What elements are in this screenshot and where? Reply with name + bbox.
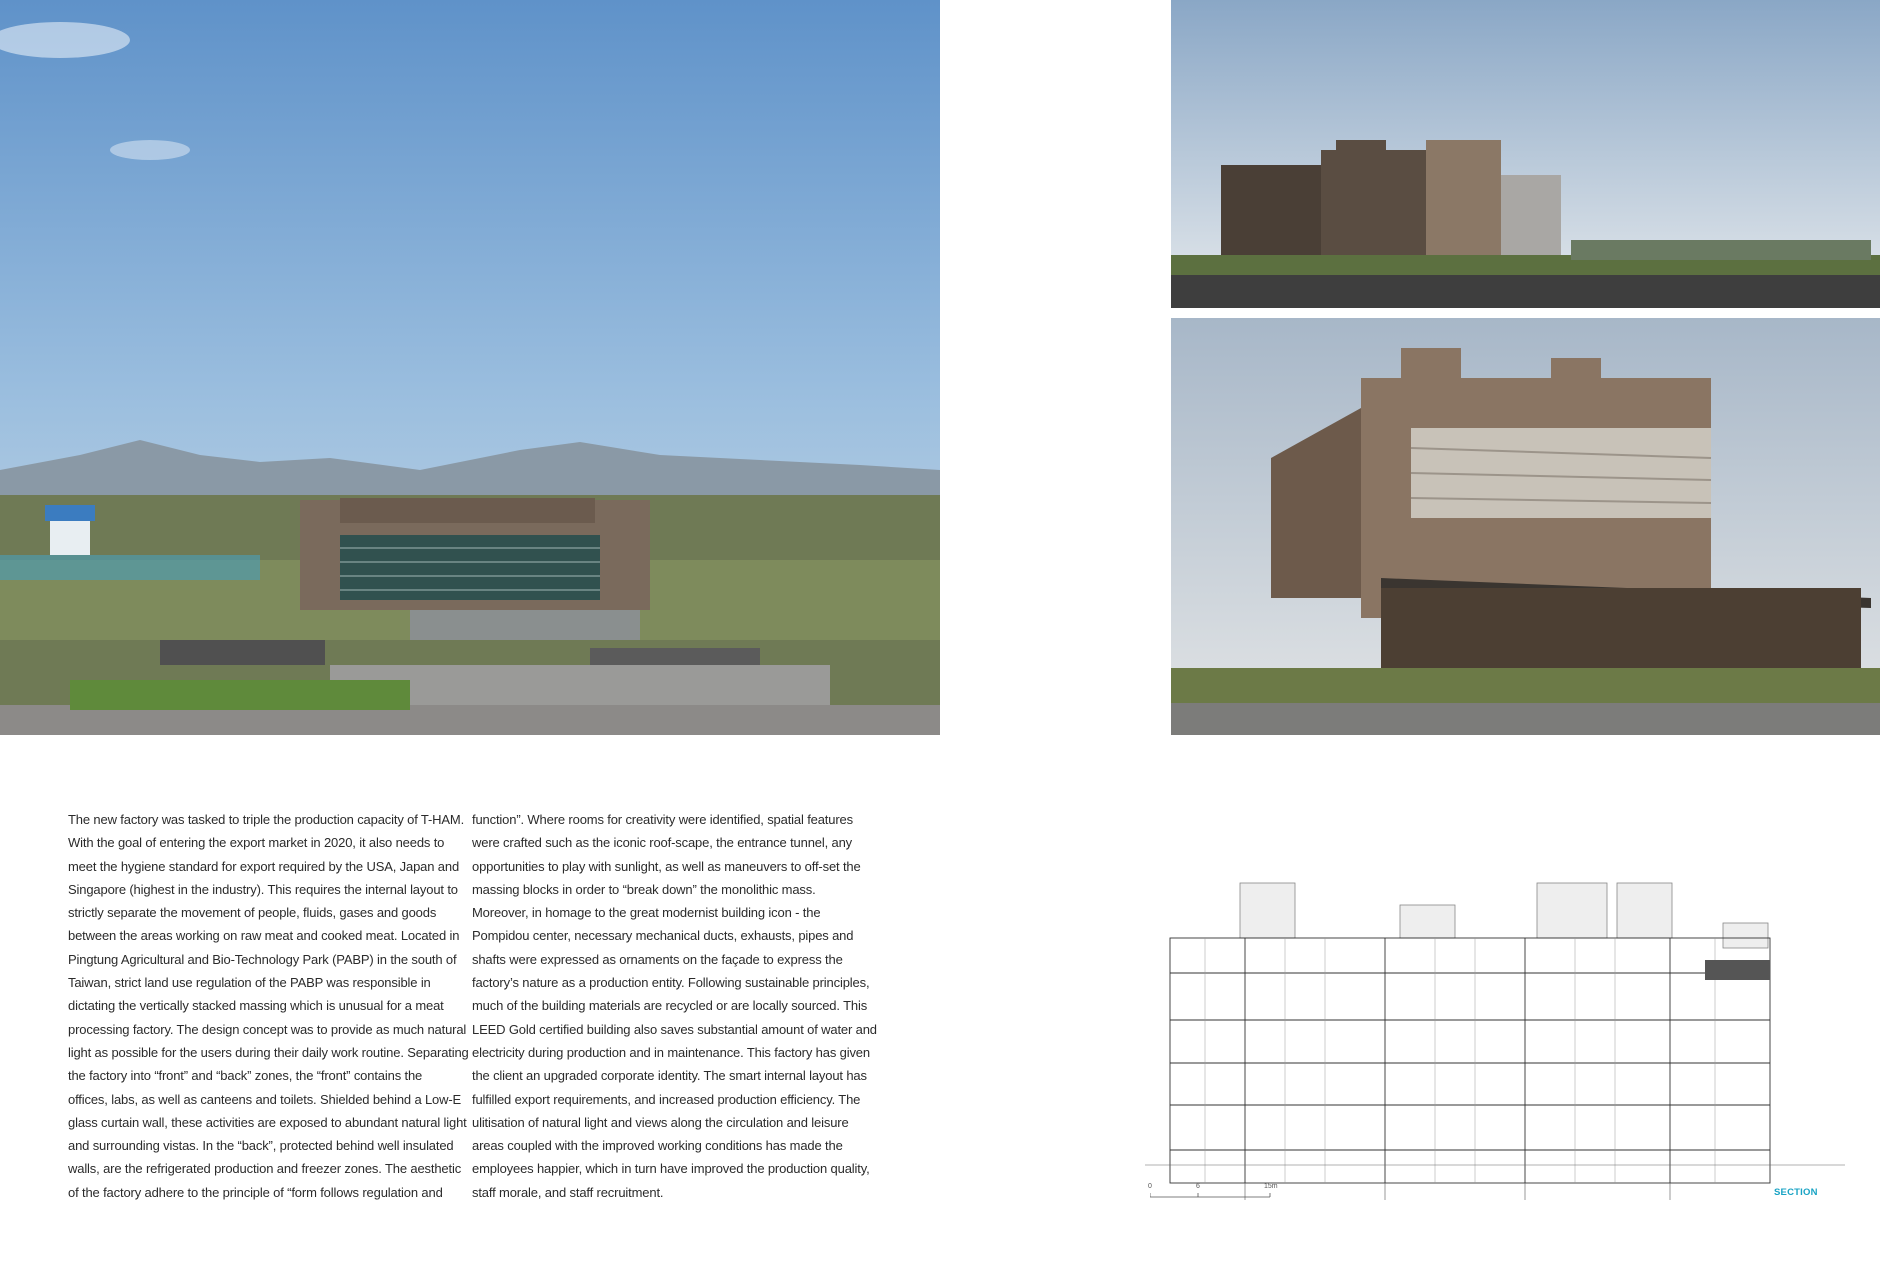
body-text-line: The new factory was tasked to triple the production capacity of T-HAM. — [68, 812, 465, 827]
body-text-line: strictly separate the movement of people, fluids, gases and goods — [68, 905, 437, 921]
body-text-line: Moreover, in homage to the great modernist building icon - the — [472, 905, 821, 921]
body-text-line: dictating the vertically stacked massing which is unusual for a meat — [68, 998, 444, 1014]
body-text-line: Taiwan, strict land use regulation of the PABP was responsible in — [68, 975, 431, 991]
scale-label-0: 0 — [1148, 1183, 1152, 1190]
body-text-line: the factory into “front” and “back” zones, the “front” contains the — [68, 1068, 423, 1084]
body-text-line: the client an upgraded corporate identity. The smart internal layout has — [472, 1068, 867, 1084]
body-text-line: walls, are the refrigerated production and freezer zones. The aesthetic — [68, 1161, 462, 1177]
section-caption: SECTION — [1774, 1187, 1818, 1198]
body-text-line: fulfilled export requirements, and increased production efficiency. The — [472, 1091, 861, 1107]
scale-label-15m: 15m — [1264, 1183, 1278, 1190]
scale-bar — [1150, 1183, 1280, 1205]
body-text-line: opportunities to play with sunlight, as well as maneuvers to off-set the — [472, 858, 861, 874]
factory-street-view-photo — [1171, 0, 1880, 308]
aerial-factory-photo — [0, 0, 940, 735]
section-drawing-icon — [1145, 875, 1845, 1205]
body-text-line: and surrounding vistas. In the “back”, protected behind well insulated — [68, 1138, 454, 1154]
body-text-line: staff morale, and staff recruitment. — [472, 1184, 664, 1200]
body-text-line: function”. Where rooms for creativity were identified, spatial features — [472, 812, 853, 827]
body-text-line: Singapore (highest in the industry). This requires the internal layout to — [68, 881, 458, 897]
body-text-line: Pingtung Agricultural and Bio-Technology Park (PABP) in the south of — [68, 951, 457, 967]
body-text-line: areas coupled with the improved working conditions has made the — [472, 1138, 843, 1154]
body-text-line: Pompidou center, necessary mechanical ducts, exhausts, pipes and — [472, 928, 854, 944]
body-text-line: massing blocks in order to “break down” the monolithic mass. — [472, 881, 816, 897]
section-drawing — [1145, 875, 1845, 1205]
factory-entrance-photo — [1171, 318, 1880, 735]
body-text-line: LEED Gold certified building also saves substantial amount of water and — [472, 1021, 877, 1037]
body-text-left-column — [68, 808, 469, 1204]
body-text-line: offices, labs, as well as canteens and toilets. Shielded behind a Low-E — [68, 1091, 462, 1107]
body-text-line: ulitisation of natural light and views along the circulation and leisure — [472, 1114, 849, 1130]
body-text-line: With the goal of entering the export market in 2020, it also needs to — [68, 835, 445, 851]
building-photo-icon — [1171, 0, 1880, 308]
hatched-panel — [1705, 960, 1770, 980]
body-text-line: were crafted such as the iconic roof-scape, the entrance tunnel, any — [472, 835, 853, 851]
body-text-line: much of the building materials are recycled or are locally sourced. This — [472, 998, 868, 1014]
body-text-line: between the areas working on raw meat and cooked meat. Located in — [68, 928, 460, 944]
scale-bar-icon — [1150, 1183, 1280, 1205]
body-text-line: of the factory adhere to the principle of “form follows regulation and — [68, 1184, 443, 1200]
body-text-line: employees happier, which in turn have improved the production quality, — [472, 1161, 870, 1177]
body-text-line: meet the hygiene standard for export required by the USA, Japan and — [68, 858, 460, 874]
building-photo-icon — [1171, 318, 1880, 735]
scale-label-6: 6 — [1196, 1183, 1200, 1190]
body-text-line: shafts were expressed as ornaments on the façade to express the — [472, 951, 843, 967]
body-text-right-column — [472, 808, 877, 1204]
body-text-line: factory’s nature as a production entity. Following sustainable principles, — [472, 975, 870, 991]
body-text-line: electricity during production and in maintenance. This factory has given — [472, 1044, 870, 1060]
body-text-line: light as possible for the users during their daily work routine. Separating — [68, 1044, 469, 1060]
aerial-photo-icon — [0, 0, 940, 735]
body-text-line: glass curtain wall, these activities are exposed to abundant natural light — [68, 1114, 467, 1130]
body-text-line: processing factory. The design concept was to provide as much natural — [68, 1021, 467, 1037]
